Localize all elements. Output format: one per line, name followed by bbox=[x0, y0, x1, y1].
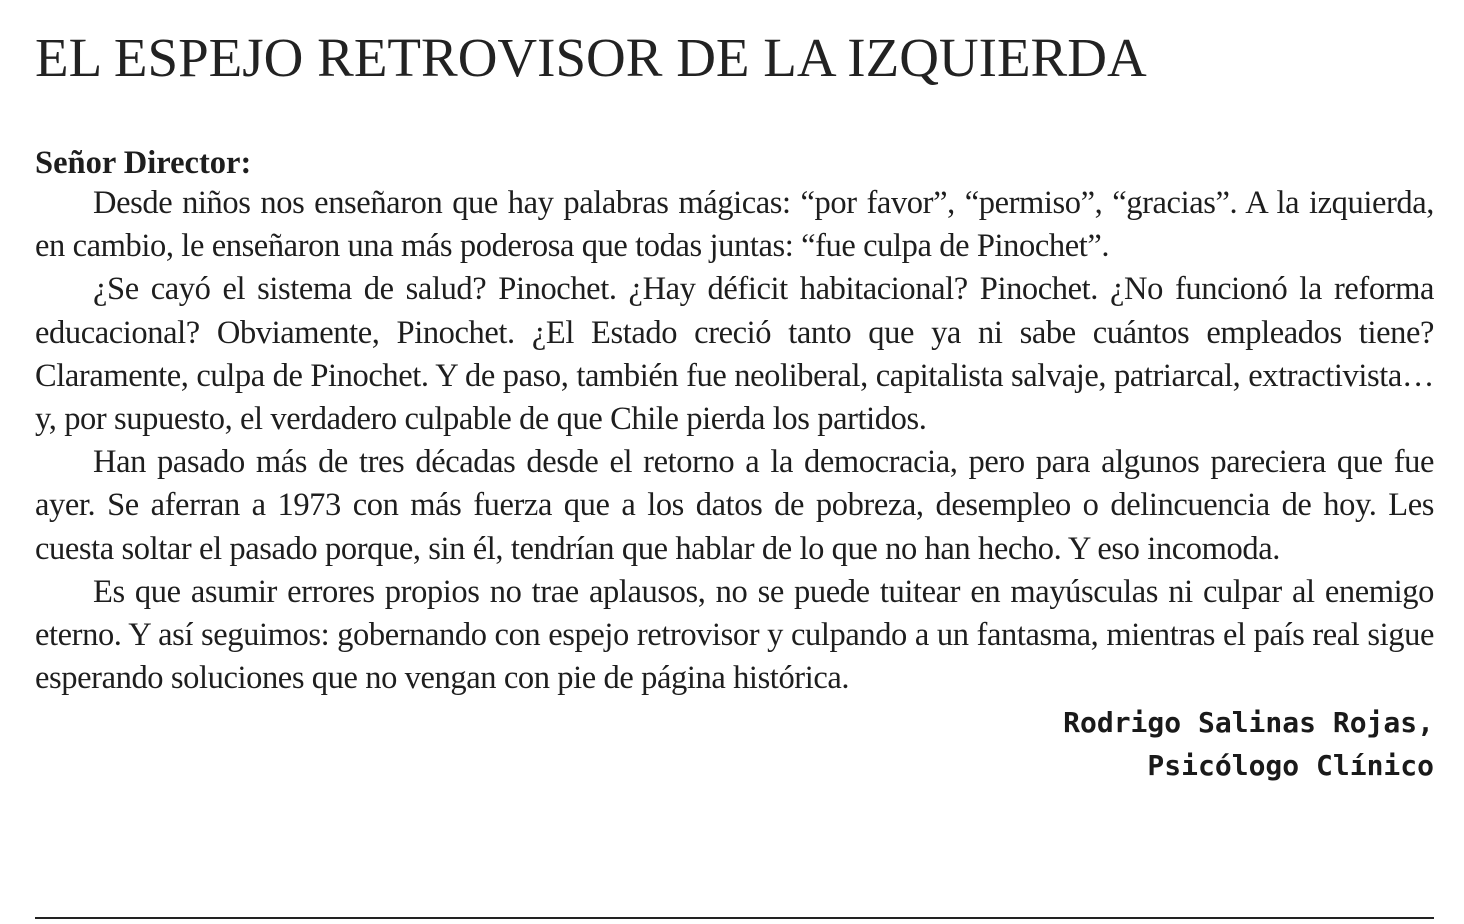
signature-block bbox=[35, 701, 1434, 787]
paragraph-2: ¿Se cayó el sistema de salud? Pinochet. ¿Hay déficit habitacional? Pinochet. ¿No funcionó la reforma educacional? Obviamente, Pinochet. ¿El Estado creció tanto que ya ni sabe cuántos empleados tiene? Claramente, culpa de Pinochet. Y de paso, también fue neoliberal, capitalista salvaje, patriarcal, extractivista… y, por supuesto, el verdadero culpable de que Chile pierda los partidos. bbox=[35, 271, 1434, 438]
salutation: Señor Director: bbox=[35, 145, 252, 181]
signature-name: Rodrigo Salinas Rojas, bbox=[1063, 706, 1434, 740]
signature-title: Psicólogo Clínico bbox=[1147, 749, 1434, 783]
bottom-divider bbox=[35, 917, 1434, 919]
headline: EL ESPEJO RETROVISOR DE LA IZQUIERDA bbox=[35, 27, 1147, 88]
paragraph-3: Han pasado más de tres décadas desde el retorno a la democracia, pero para algunos pareciera que fue ayer. Se aferran a 1973 con más fuerza que a los datos de pobreza, desempleo o delincuencia de hoy. Les cuesta soltar el pasado porque, sin él, tendrían que hablar de lo que no han hecho. Y eso incomoda. bbox=[35, 444, 1434, 567]
paragraph-1: Desde niños nos enseñaron que hay palabras mágicas: “por favor”, “permiso”, “gracias”. A la izquierda, en cambio, le enseñaron una más poderosa que todas juntas: “fue culpa de Pinochet”. bbox=[35, 185, 1434, 265]
letter-body bbox=[35, 144, 1434, 700]
paragraph-4: Es que asumir errores propios no trae aplausos, no se puede tuitear en mayúsculas ni culpar al enemigo eterno. Y así seguimos: gobernando con espejo retrovisor y culpando a un fantasma, mientras el país real sigue esperando soluciones que no vengan con pie de página histórica. bbox=[35, 573, 1434, 697]
